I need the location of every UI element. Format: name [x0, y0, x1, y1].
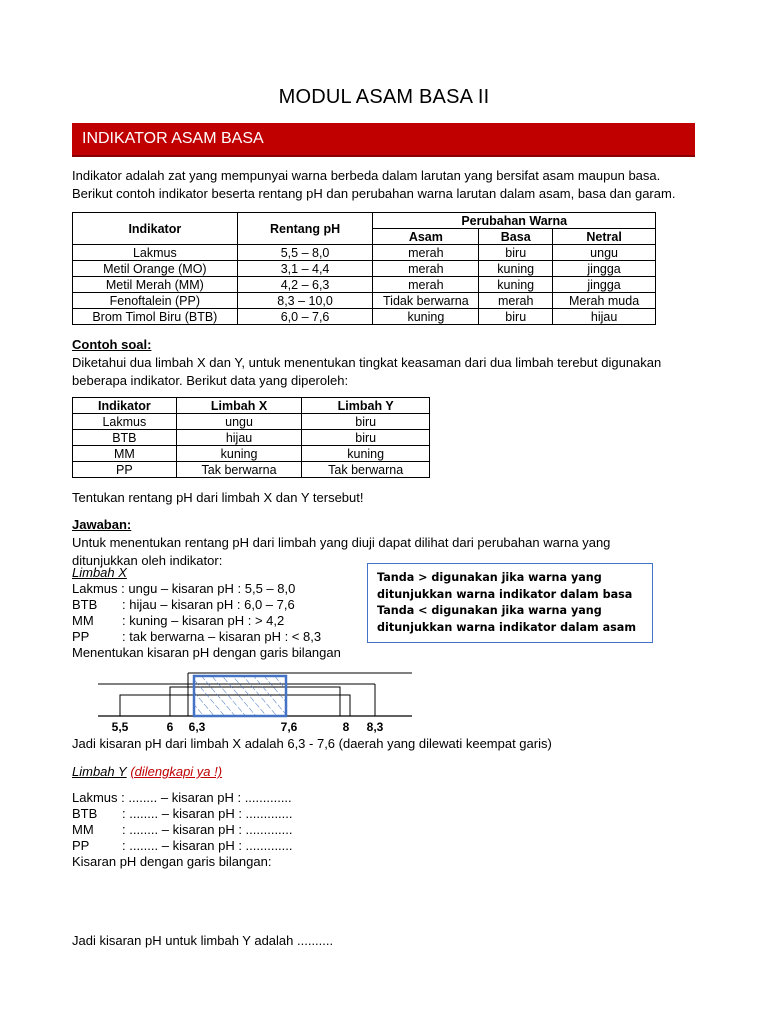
intro-line-2: Berikut contoh indikator beserta rentang pH dan perubahan warna larutan dalam asam, basa dan garam.: [72, 186, 676, 201]
number-line-diagram: [90, 668, 420, 738]
indicator-table: [72, 212, 656, 325]
header-perubahan: Perubahan Warna: [373, 213, 656, 229]
header-limbah-x: Limbah X: [176, 398, 302, 414]
tick-label: 7,6: [280, 720, 298, 734]
header-netral: Netral: [553, 229, 656, 245]
limbah-y-heading: [72, 764, 222, 780]
section-banner: [72, 123, 695, 155]
question-text: Tentukan rentang pH dari limbah X dan Y tersebut!: [72, 490, 364, 505]
note-box: Tanda > digunakan jika warna yang ditunjukkan warna indikator dalam basa Tanda < digunakan jika warna yang ditunjukkan warna indikator dalam asam: [367, 563, 653, 643]
example-heading: Contoh soal:: [72, 337, 152, 352]
limbah-y-note: (dilengkapi ya !): [130, 764, 223, 779]
tick-label: 8: [342, 720, 350, 734]
x-row-pp: PP : tak berwarna – kisaran pH : < 8,3: [72, 629, 322, 644]
tick-label: 6,3: [188, 720, 206, 734]
table-row: PP Tak berwarna Tak berwarna: [73, 462, 430, 478]
table-row: Metil Orange (MO) 3,1 – 4,4 merah kuning jingga: [73, 261, 656, 277]
result-range-highlight: [194, 676, 286, 716]
x-row-btb: BTB : hijau – kisaran pH : 6,0 – 7,6: [72, 597, 295, 612]
answer-line-1: Untuk menentukan rentang pH dari limbah yang diuji dapat dilihat dari perubahan warna yang: [72, 535, 611, 550]
table-row: Lakmus 5,5 – 8,0 merah biru ungu: [73, 245, 656, 261]
limbah-x-title: Limbah X: [72, 565, 127, 580]
intro-paragraph: [72, 167, 695, 203]
table-row: Metil Merah (MM) 4,2 – 6,3 merah kuning jingga: [73, 277, 656, 293]
x-row-lakmus: Lakmus : ungu – kisaran pH : 5,5 – 8,0: [72, 581, 296, 596]
limbah-y-title: Limbah Y: [72, 764, 127, 779]
y-row-pp: PP : ........ – kisaran pH : .............: [72, 838, 293, 853]
header-indikator: Indikator: [73, 213, 238, 245]
tick-label: 6: [166, 720, 174, 734]
answer-section: [72, 516, 695, 570]
y-row-lakmus: Lakmus : ........ – kisaran pH : .............: [72, 790, 292, 805]
answer-heading: Jawaban:: [72, 517, 132, 532]
table-row: BTB hijau biru: [73, 430, 430, 446]
header-asam: Asam: [373, 229, 479, 245]
table-row: Fenoftalein (PP) 8,3 – 10,0 Tidak berwarna merah Merah muda: [73, 293, 656, 309]
y-row-mm: MM : ........ – kisaran pH : .............: [72, 822, 293, 837]
intro-line-1: Indikator adalah zat yang mempunyai warna berbeda dalam larutan yang bersifat asam maupun basa.: [72, 168, 661, 183]
header-limbah-y: Limbah Y: [302, 398, 430, 414]
example-line-1: Diketahui dua limbah X dan Y, untuk menentukan tingkat keasaman dari dua limbah terebut digunakan: [72, 355, 662, 370]
header-basa: Basa: [479, 229, 553, 245]
table-row: Brom Timol Biru (BTB) 6,0 – 7,6 kuning biru hijau: [73, 309, 656, 325]
header-indikator: Indikator: [73, 398, 177, 414]
y-conclusion: Jadi kisaran pH untuk limbah Y adalah ..........: [72, 933, 334, 948]
example-line-2: beberapa indikator. Berikut data yang diperoleh:: [72, 373, 349, 388]
page-title: MODUL ASAM BASA II: [278, 86, 490, 108]
x-conclusion: Jadi kisaran pH dari limbah X adalah 6,3 - 7,6 (daerah yang dilewati keempat garis): [72, 736, 552, 751]
tick-label: 5,5: [111, 720, 129, 734]
x-row-mm: MM : kuning – kisaran pH : > 4,2: [72, 613, 285, 628]
example-section: [72, 336, 695, 390]
waste-table: [72, 397, 430, 478]
answer-line-2: ditunjukkan oleh indikator:: [72, 553, 223, 568]
tick-label: 8,3: [366, 720, 384, 734]
table-row: Lakmus ungu biru: [73, 414, 430, 430]
table-row: MM kuning kuning: [73, 446, 430, 462]
number-line-caption: Menentukan kisaran pH dengan garis bilangan: [72, 645, 341, 660]
header-rentang: Rentang pH: [237, 213, 373, 245]
section-heading: INDIKATOR ASAM BASA: [82, 130, 264, 147]
y-row-btb: BTB : ........ – kisaran pH : .............: [72, 806, 293, 821]
y-number-line-caption: Kisaran pH dengan garis bilangan:: [72, 854, 272, 869]
